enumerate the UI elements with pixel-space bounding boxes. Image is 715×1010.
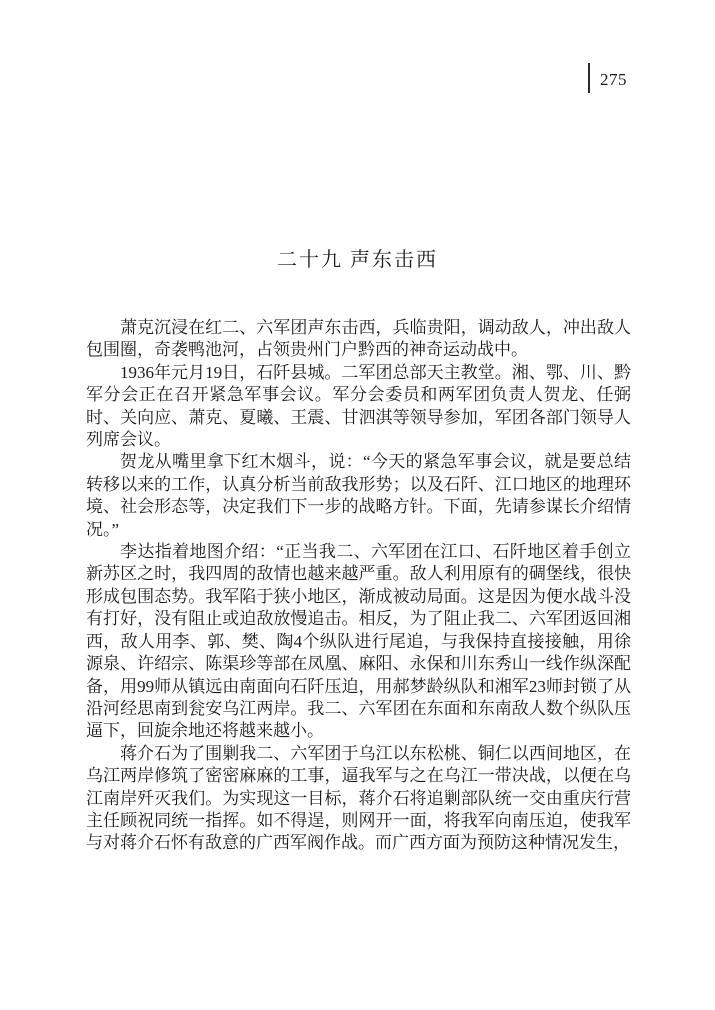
chapter-title: 二十九 声东击西: [277, 249, 438, 271]
page-number: [588, 63, 627, 93]
paragraph-5: 蒋介石为了围剿我二、六军团于乌江以东松桃、铜仁以西间地区，在乌江两岸修筑了密密麻麻的工事，逼我军与之在乌江一带决战，以便在乌江南岸歼灭我们。为实现这一目标，蒋介石将追剿部队统一交由重庆行营主任顾祝同统一指挥。如不得逞，则网开一面，将我军向南压迫，使我军与对蒋介石怀有敌意的广西军阀作战。而广西方面为预防这种情况发生，: [86, 743, 631, 853]
paragraph-4: 李达指着地图介绍：“正当我二、六军团在江口、石阡地区着手创立新苏区之时，我四周的敌情也越来越严重。敌人利用原有的碉堡线，很快形成包围态势。我军陷于狭小地区，渐成被动局面。这是因为便水战斗没有打好，没有阻止或迫敌放慢追击。相反，为了阻止我二、六军团返回湘西，敌人用李、郭、樊、陶4个纵队进行尾追，与我保持直接接触，用徐源泉、许绍宗、陈渠珍等部在凤凰、麻阳、永保和川东秀山一线作纵深配备，用99师从镇远由南面向石阡压迫，用郝梦龄纵队和湘军23师封锁了从沿河经思南到瓮安乌江两岸。我二、六军团在东面和东南敌人数个纵队压逼下，回旋余地还将越来越小。: [86, 542, 631, 741]
page-number-divider: [588, 63, 590, 93]
paragraph-3: 贺龙从嘴里拿下红木烟斗，说：“今天的紧急军事会议，就是要总结转移以来的工作，认真分析当前敌我形势；以及石阡、江口地区的地理环境、社会形态等，决定我们下一步的战略方针。下面，先请参谋长介绍情况。”: [86, 452, 631, 539]
body-text: [86, 317, 631, 855]
page-number-text: 275: [600, 70, 627, 89]
paragraph-1: 萧克沉浸在红二、六军团声东击西，兵临贵阳，调动敌人，冲出敌人包围圈，奇袭鸭池河，占领贵州门户黔西的神奇运动战中。: [86, 318, 631, 360]
paragraph-2: 1936年元月19日，石阡县城。二军团总部天主教堂。湘、鄂、川、黔军分会正在召开紧急军事会议。军分会委员和两军团负责人贺龙、任弼时、关向应、萧克、夏曦、王震、甘泗淇等领导参加，军团各部门领导人列席会议。: [86, 362, 631, 450]
